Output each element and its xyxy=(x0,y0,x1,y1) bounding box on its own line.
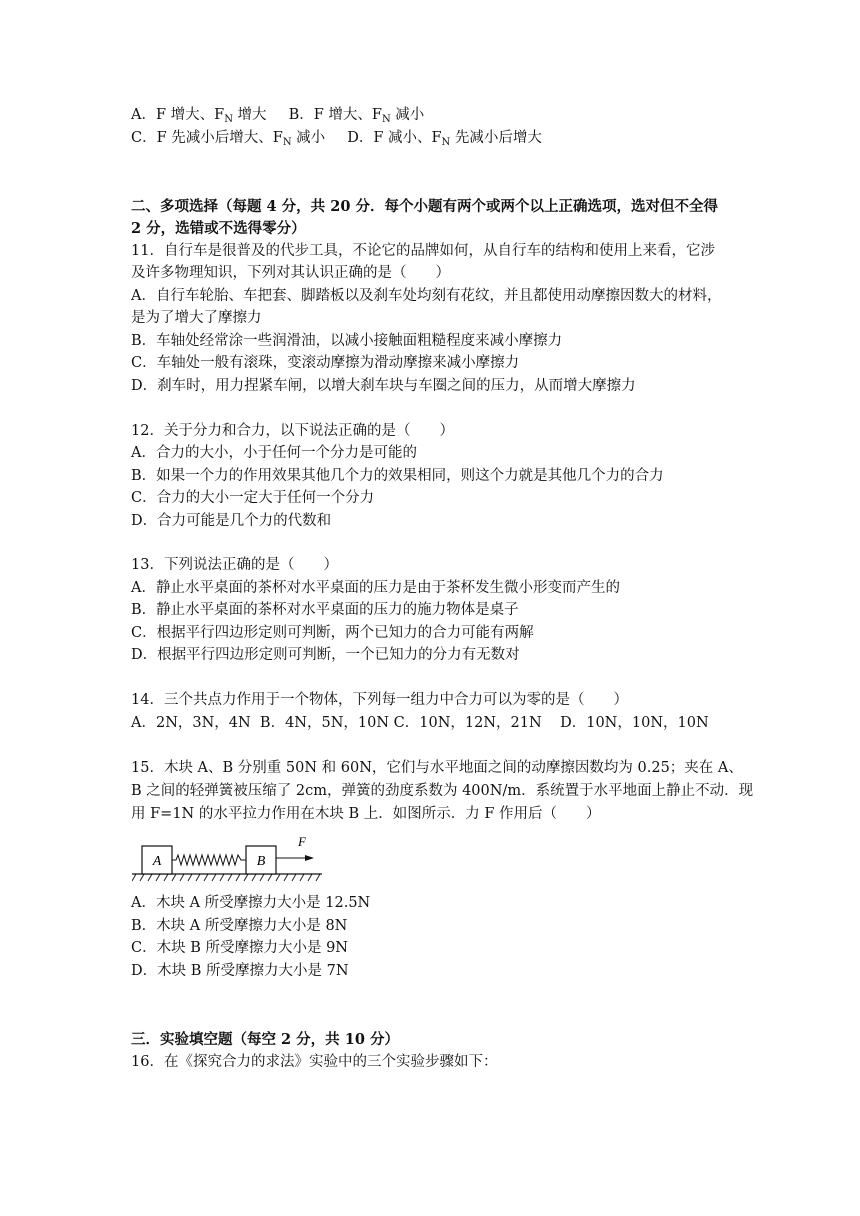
q15-option-c: C．木块 B 所受摩擦力大小是 9N xyxy=(131,940,348,956)
q10-option-a: A．F 增大、$F_N$ 增大 xyxy=(131,107,267,125)
q12-option-c: C．合力的大小一定大于任何一个分力 xyxy=(131,490,375,506)
spring xyxy=(172,855,246,865)
q15-option-b: B．木块 A 所受摩擦力大小是 8N xyxy=(131,918,348,934)
block-a-label: A xyxy=(152,854,162,869)
q13-option-c: C．根据平行四边形定则可判断，两个已知力的合力可能有两解 xyxy=(131,625,534,641)
q12-stem: 12．关于分力和合力，以下说法正确的是（ ） xyxy=(131,423,454,439)
q15-option-a: A．木块 A 所受摩擦力大小是 12.5N xyxy=(131,895,371,911)
spring-blocks-diagram xyxy=(132,832,332,886)
q16-stem: 16．在《探究合力的求法》实验中的三个实验步骤如下： xyxy=(131,1054,498,1070)
q11-stem-line2: 及许多物理知识，下列对其认识正确的是（ ） xyxy=(131,265,450,281)
block-b-label: B xyxy=(256,854,266,869)
q10-option-d: D．F 减小、$F_N$ 先减小后增大 xyxy=(347,130,542,148)
q15-stem-line2: B 之间的轻弹簧被压缩了 2cm，弹簧的劲度系数为 400N/m．系统置于水平地面上静止不动．现 xyxy=(131,783,754,799)
q10-options-row-1 xyxy=(131,105,424,130)
q10-option-b: B．F 增大、$F_N$ 减小 xyxy=(288,107,425,125)
q11-option-a-line2: 是为了增大了摩擦力 xyxy=(131,310,262,326)
q12-option-d: D．合力可能是几个力的代数和 xyxy=(131,513,332,529)
q11-option-a-line1: A．自行车轮胎、车把套、脚踏板以及刹车处均刻有花纹，并且都使用动摩擦因数大的材料， xyxy=(131,288,722,304)
section2-heading-line1: 二、多项选择（每题 4 分，共 20 分．每个小题有两个或两个以上正确选项，选对但不全得 xyxy=(131,198,718,215)
q13-option-a: A．静止水平桌面的茶杯对水平桌面的压力是由于茶杯发生微小形变而产生的 xyxy=(131,580,620,596)
force-arrowhead xyxy=(305,855,314,861)
q13-stem: 13．下列说法正确的是（ ） xyxy=(131,557,338,573)
q12-option-b: B．如果一个力的作用效果其他几个力的效果相同，则这个力就是其他几个力的合力 xyxy=(131,468,664,484)
section3-heading: 三．实验填空题（每空 2 分，共 10 分） xyxy=(131,1031,399,1048)
q14-options: A．2N，3N，4N B．4N，5N，10N C．10N，12N，21N D．10N，10N，10N xyxy=(131,715,709,731)
q13-option-d: D．根据平行四边形定则可判断，一个已知力的分力有无数对 xyxy=(131,647,520,663)
q11-option-b: B．车轴处经常涂一些润滑油，以减小接触面粗糙程度来减小摩擦力 xyxy=(131,333,563,349)
ground-hatching xyxy=(132,874,320,881)
q15-option-d: D．木块 B 所受摩擦力大小是 7N xyxy=(131,963,349,979)
q11-option-d: D．刹车时，用力捏紧车闸，以增大刹车块与车圈之间的压力，从而增大摩擦力 xyxy=(131,378,636,394)
q11-stem-line1: 11．自行车是很普及的代步工具，不论它的品牌如何，从自行车的结构和使用上来看，它涉 xyxy=(131,243,715,259)
q11-option-c: C．车轴处一般有滚珠，变滚动摩擦为滑动摩擦来减小摩擦力 xyxy=(131,355,520,371)
q13-option-b: B．静止水平桌面的茶杯对水平桌面的压力的施力物体是桌子 xyxy=(131,602,519,618)
q12-option-a: A．合力的大小，小于任何一个分力是可能的 xyxy=(131,445,417,461)
force-label: F xyxy=(298,834,306,849)
q10-option-c: C．F 先减小后增大、$F_N$ 减小 xyxy=(131,130,326,148)
q15-stem-line1: 15．木块 A、B 分别重 50N 和 60N，它们与水平地面之间的动摩擦因数均为 0.25；夹在 A、 xyxy=(131,760,743,776)
q10-options-row-2 xyxy=(131,128,542,153)
q15-stem-line3: 用 F=1N 的水平拉力作用在木块 B 上．如图所示．力 F 作用后（ ） xyxy=(131,806,601,822)
q14-stem: 14．三个共点力作用于一个物体，下列每一组力中合力可以为零的是（ ） xyxy=(131,692,628,708)
section2-heading-line2: 2 分，选错或不选得零分） xyxy=(131,220,306,237)
q15-figure xyxy=(132,832,332,890)
